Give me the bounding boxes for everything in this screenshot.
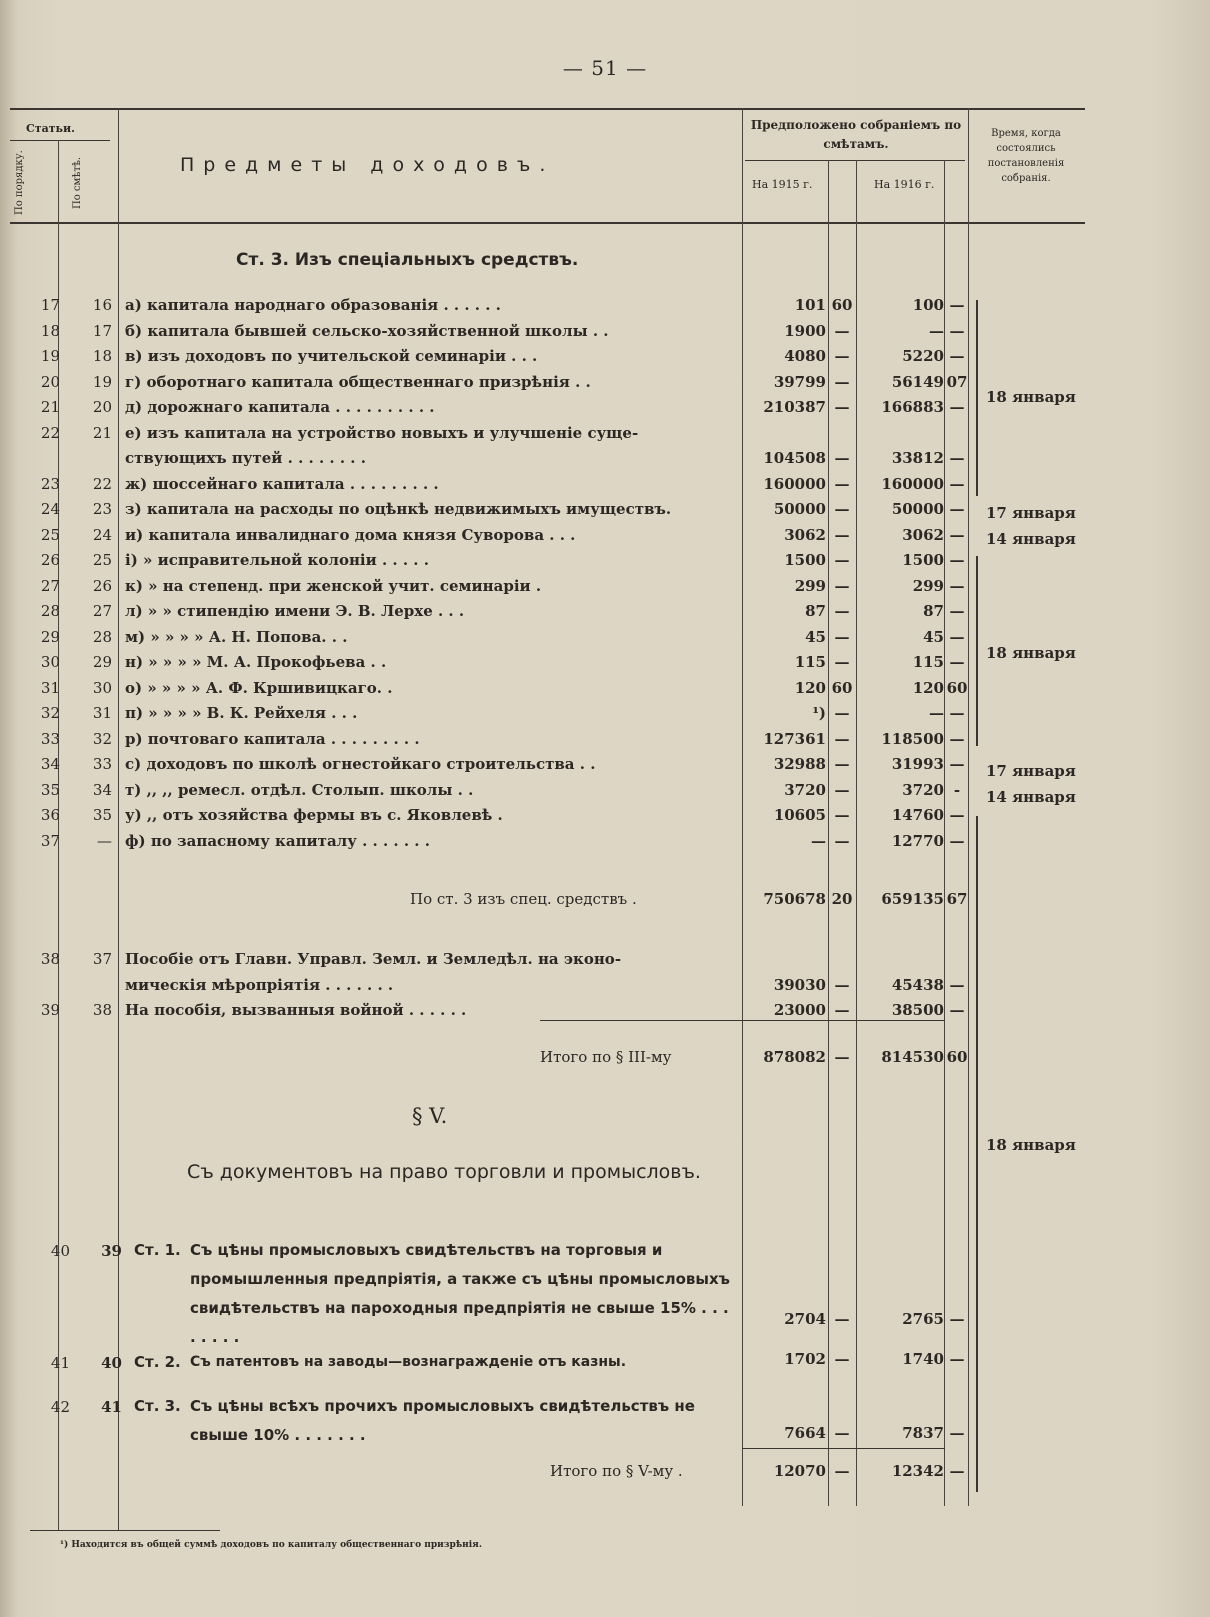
cell-name: в) изъ доходовъ по учительской семинаріи . . . [125,347,538,365]
cell-v16: — [929,704,944,722]
cell-v16: 38500 [891,1001,944,1019]
cell-n2: 31 [92,704,112,722]
resolution-date: 18 января [986,388,1076,406]
cell-n1: 21 [40,398,60,416]
article-row-n1: 40 [50,1242,70,1260]
cell-name: л) » » стипендію имени Э. В. Лерхе . . . [125,602,465,620]
cell-v16: 31993 [891,755,944,773]
cell-n2: 28 [92,627,112,646]
cell-n2: 38 [92,1001,112,1019]
resolution-date: 14 января [986,530,1076,548]
article-row-n2: 41 [101,1398,122,1416]
cell-k15: — [834,372,850,391]
table-row [0,347,1210,371]
cell-v15: 120 [794,678,826,697]
cell-name: і) » исправительной колоніи . . . . . [125,551,429,569]
cell-v16: 12770 [891,831,944,850]
cell-v15: 39030 [773,975,826,994]
cell-k16: — [949,525,965,544]
cell-n1: 33 [40,729,60,748]
cell-k16: — [949,500,965,518]
cell-v15: 104508 [763,449,826,467]
cell-n2: 25 [92,551,112,569]
cell-name: м) » » » » А. Н. Попова. . . [125,627,348,646]
article-text: Съ цѣны всѣхъ прочихъ промысловыхъ свидѣтельствъ не свыше 10% . . . . . . . [190,1397,695,1444]
cell-v15: 1900 [784,321,826,340]
header-by-estimate: По смѣтѣ. [72,156,83,210]
cell-k16: — [949,296,965,314]
table-row [0,602,1210,626]
cell-name: ф) по запасному капиталу . . . . . . . [125,831,430,850]
cell-k15: — [834,321,850,340]
cell-k15: — [834,602,850,620]
articles-rule [10,140,110,141]
cell-v15: 4080 [784,347,826,365]
article-values [0,1350,1210,1374]
date-brace [976,816,978,1492]
cell-name: н) » » » » М. А. Прокофьева . . [125,653,387,671]
table-row [0,475,1210,499]
cell-k15: — [834,780,850,799]
cell-k15: — [834,975,850,994]
cell-name: д) дорожнаго капитала . . . . . . . . . . [125,398,435,416]
cell-n2: 21 [92,423,112,442]
table-row [0,704,1210,728]
article-1916-kop: — [949,1350,965,1368]
article-label: Ст. 3. [134,1397,181,1415]
cell-name: п) » » » » В. К. Рейхеля . . . [125,704,358,722]
cell-n2: 33 [92,755,112,773]
cell-k16: — [949,806,965,824]
table-row [0,1001,1210,1025]
cell-name: На пособія, вызванныя войной . . . . . . [125,1001,467,1019]
table-row [0,976,1210,1000]
cell-k16: - [953,780,961,799]
paragraph-heading: § V. [412,1104,448,1128]
cell-v15: 32988 [773,755,826,773]
cell-k16: — [949,975,965,994]
total-1916: 12342 [891,1462,944,1480]
cell-name: ствующихъ путей . . . . . . . . [125,449,366,467]
cell-v15: 45 [805,627,826,646]
cell-k16: — [949,602,965,620]
cell-k16: — [949,704,965,722]
subtotal-1916: 659135 [881,890,944,908]
footnote: ¹) Находится въ общей суммѣ доходовъ по капиталу общественнаго призрѣнія. [60,1540,482,1550]
cell-k16: — [949,347,965,365]
total-label: Итого по § III-му [540,1048,672,1066]
cell-k15: — [834,525,850,544]
resolution-date: 17 января [986,762,1076,780]
cell-v15: ¹) [812,704,826,722]
table-row [0,296,1210,320]
cell-v16: 118500 [881,729,944,748]
cell-k16: — [949,474,965,493]
cell-n2: 27 [92,602,112,620]
article-text: Съ цѣны промысловыхъ свидѣтельствъ на торговыя и промышленныя предпріятія, а также съ цѣны промысловыхъ свидѣтельствъ на пароходныя предпріятія не свыше 15% . . . . . . . . [190,1241,730,1346]
total-1915: 12070 [773,1462,826,1480]
article-1915: 2704 [784,1310,826,1328]
cell-n2: 29 [92,653,112,671]
cell-v15: — [811,831,826,850]
total-1915: 878082 [763,1048,826,1066]
table-row [0,806,1210,830]
cell-v15: 87 [805,602,826,620]
cell-k16: — [949,1001,965,1019]
cell-k15: — [834,398,850,416]
cell-k16: — [949,627,965,646]
article-values [0,1310,1210,1334]
cell-k15: — [834,576,850,595]
cell-name: и) капитала инвалиднаго дома князя Суворова . . . [125,525,576,544]
date-brace [976,556,978,746]
article-text: Съ патентовъ на заводы—вознагражденіе отъ казны. [190,1354,627,1370]
cell-n2: 16 [92,296,112,314]
cell-n1: 35 [40,780,60,799]
article-1915-kop: — [834,1350,850,1368]
cell-name: г) оборотнаго капитала общественнаго призрѣнія . . [125,372,591,391]
cell-n2: 22 [92,474,112,493]
subtotal-1916-kop: 67 [946,890,968,908]
total-row [0,1462,1210,1486]
article-label: Ст. 2. [134,1353,181,1371]
sum-rule [742,1448,945,1449]
cell-k15: — [834,449,850,467]
cell-k15: — [834,831,850,850]
article-1915: 7664 [784,1424,826,1442]
cell-k15: — [834,474,850,493]
cell-v15: 50000 [773,500,826,518]
cell-v16: 45 [923,627,944,646]
cell-name: к) » на степенд. при женской учит. семинаріи . [125,576,542,595]
cell-k16: — [949,551,965,569]
table-row [0,551,1210,575]
cell-k16: — [949,653,965,671]
cell-n1: 34 [40,755,60,773]
cell-n2: 18 [92,347,112,365]
article-values [0,1424,1210,1448]
article-1915-kop: — [834,1424,850,1442]
cell-k15: — [834,347,850,365]
date-brace [976,300,978,496]
cell-n1: 39 [40,1001,60,1019]
cell-k15: — [834,806,850,824]
cell-v15: 3062 [784,525,826,544]
cell-k15: — [834,551,850,569]
cell-v15: 210387 [763,398,826,416]
cell-v16: 120 [912,678,944,697]
cell-v15: 127361 [763,729,826,748]
cell-name: а) капитала народнаго образованія . . . . . . [125,296,501,314]
article-1916: 1740 [902,1350,944,1368]
cell-k16: — [949,449,965,467]
cell-k16: — [949,321,965,340]
cell-n2: 24 [92,525,112,544]
cell-n1: 32 [40,704,60,722]
article-1916-kop: — [949,1310,965,1328]
table-row [0,424,1210,448]
cell-n2: 30 [92,678,112,697]
cell-n2: 26 [92,576,112,595]
cell-v16: 1500 [902,551,944,569]
resolution-date: 14 января [986,788,1076,806]
cell-name: у) ,, отъ хозяйства фермы въ с. Яковлевѣ . [125,806,503,824]
cell-k15: — [834,627,850,646]
cell-v16: 3062 [902,525,944,544]
total-1916-kop: — [949,1462,965,1480]
cell-name: б) капитала бывшей сельско-хозяйственной школы . . [125,321,609,340]
table-row [0,950,1210,974]
cell-name: Пособіе отъ Главн. Управл. Земл. и Земледѣл. на эконо- [125,950,622,968]
cell-v16: — [929,321,944,340]
cell-v15: 39799 [773,372,826,391]
article-1915: 1702 [784,1350,826,1368]
header-bottom-rule [10,222,1085,224]
cell-v16: 299 [912,576,944,595]
cell-k16: — [949,576,965,595]
cell-k15: — [834,653,850,671]
cell-n1: 26 [40,551,60,569]
total-1915-kop: — [834,1462,850,1480]
header-year-1915: На 1915 г. [752,178,813,191]
cell-v16: 33812 [891,449,944,467]
cell-n2: 23 [92,500,112,518]
header-by-order: По порядку. [14,150,25,216]
cell-k16: — [949,729,965,748]
cell-v15: 160000 [763,474,826,493]
cell-n1: 23 [40,474,60,493]
cell-n1: 37 [40,831,60,850]
cell-n2: 19 [92,372,112,391]
article-label: Ст. 1. [134,1241,181,1259]
article-row-n1: 41 [50,1354,70,1372]
cell-k16: — [949,831,965,850]
cell-n2: 37 [92,950,112,968]
cell-n1: 27 [40,576,60,595]
cell-v15: 10605 [773,806,826,824]
cell-n1: 30 [40,653,60,671]
cell-k15: — [834,729,850,748]
article-1916: 7837 [902,1424,944,1442]
table-row [0,449,1210,473]
sum-rule [540,1020,945,1021]
cell-name: е) изъ капитала на устройство новыхъ и улучшеніе суще- [125,423,639,442]
article-row-n2: 40 [101,1354,122,1372]
header-year-1916: На 1916 г. [874,178,935,191]
cell-n1: 20 [40,372,60,391]
total-1916: 814530 [881,1048,944,1066]
cell-n1: 22 [40,423,60,442]
resolution-date: 17 января [986,504,1076,522]
article-1916: 2765 [902,1310,944,1328]
cell-n2: 32 [92,729,112,748]
cell-k15: — [834,704,850,722]
cell-v16: 50000 [891,500,944,518]
cell-name: р) почтоваго капитала . . . . . . . . . [125,729,420,748]
table-row [0,322,1210,346]
cell-name: о) » » » » А. Ф. Кршивицкаго. . [125,678,393,697]
cell-v15: 1500 [784,551,826,569]
section-heading: Ст. 3. Изъ спеціальныхъ средствъ. [236,250,579,270]
cell-n1: 18 [40,321,60,340]
cell-n1: 17 [40,296,60,314]
resolution-date: 18 января [986,644,1076,662]
header-mid-rule [745,160,965,161]
cell-n2: 20 [92,398,112,416]
article-1915-kop: — [834,1310,850,1328]
header-time: Время, когда состоялись постановленія собранія. [987,128,1065,184]
article-1916-kop: — [949,1424,965,1442]
total-1915-kop: — [834,1048,850,1066]
cell-name: з) капитала на расходы по оцѣнкѣ недвижимыхъ имуществъ. [125,500,672,518]
cell-n2: 34 [92,780,112,799]
cell-v16: 56149 [891,372,944,391]
table-row [0,679,1210,703]
table-row [0,730,1210,754]
subtotal-1915: 750678 [763,890,826,908]
cell-v15: 299 [794,576,826,595]
section-heading: Съ документовъ на право торговли и промысловъ. [187,1161,701,1183]
cell-v15: 115 [794,653,826,671]
cell-k16: — [949,755,965,773]
subtotal-label: По ст. 3 изъ спец. средствъ . [410,890,637,908]
cell-k16: — [949,398,965,416]
cell-name: мическія мѣропріятія . . . . . . . [125,975,394,994]
cell-name: с) доходовъ по школѣ огнестойкаго строительства . . [125,755,596,773]
cell-n1: 29 [40,627,60,646]
article-row-n1: 42 [50,1398,70,1416]
subtotal-1915-kop: 20 [831,890,853,908]
cell-v16: 14760 [891,806,944,824]
header-subject: Предметы доходовъ. [180,154,555,176]
subtotal-row [0,890,1210,914]
total-label: Итого по § V-му . [550,1462,683,1480]
cell-n1: 31 [40,678,60,697]
cell-n2: 17 [92,321,112,340]
cell-name: ж) шоссейнаго капитала . . . . . . . . . [125,474,439,493]
cell-k15: — [834,500,850,518]
header-proposed: Предположено собраніемъ по смѣтамъ. [750,118,962,151]
cell-n1: 38 [40,950,60,968]
cell-n1: 36 [40,806,60,824]
table-row [0,832,1210,856]
article-row-n2: 39 [101,1242,122,1260]
table-top-rule [10,108,1085,110]
resolution-date: 18 января [986,1136,1076,1154]
cell-name: т) ,, ,, ремесл. отдѣл. Столып. школы . . [125,780,474,799]
cell-n1: 19 [40,347,60,365]
page-number: — 51 — [562,56,648,80]
cell-v16: 160000 [881,474,944,493]
cell-v16: 45438 [891,975,944,994]
table-row [0,577,1210,601]
cell-n2: — [97,831,112,850]
cell-n1: 24 [40,500,60,518]
cell-v16: 100 [912,296,944,314]
cell-n1: 28 [40,602,60,620]
cell-v16: 5220 [902,347,944,365]
cell-k16: 07 [946,372,968,391]
cell-v16: 115 [912,653,944,671]
cell-k15: 60 [831,296,853,314]
cell-n1: 25 [40,525,60,544]
cell-v15: 3720 [784,780,826,799]
cell-v16: 87 [923,602,944,620]
cell-v15: 23000 [773,1001,826,1019]
cell-k15: — [834,755,850,773]
cell-k15: 60 [831,678,853,697]
total-row [0,1048,1210,1072]
cell-v16: 166883 [881,398,944,416]
footnote-rule [30,1530,220,1531]
cell-v15: 101 [794,296,826,314]
total-1916-kop: 60 [946,1048,968,1066]
cell-n2: 35 [92,806,112,824]
header-articles: Статьи. [26,122,75,135]
cell-k15: — [834,1001,850,1019]
cell-k16: 60 [946,678,968,697]
cell-v16: 3720 [902,780,944,799]
